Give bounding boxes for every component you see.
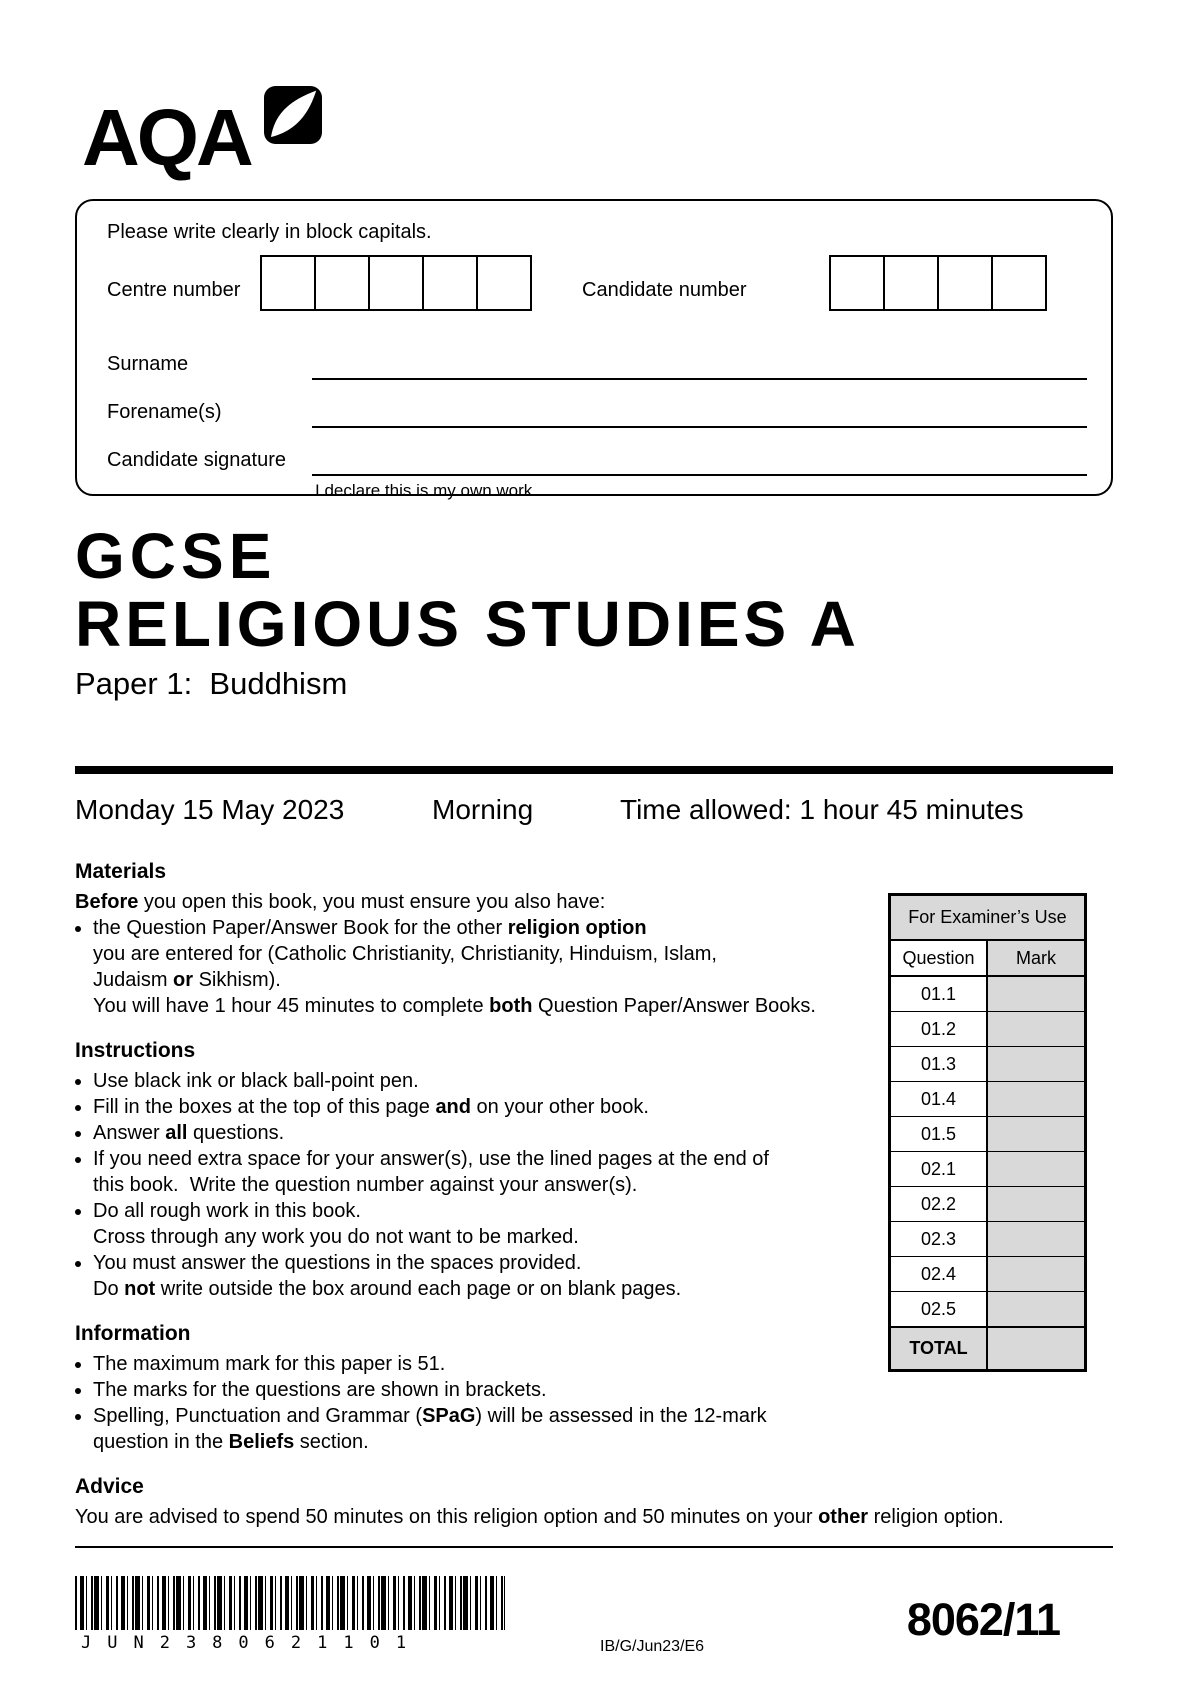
qualification-title: GCSE: [75, 520, 277, 592]
leaf-icon: [264, 86, 322, 144]
candidate-number-input[interactable]: [829, 255, 1047, 311]
centre-number-label: Centre number: [107, 279, 241, 301]
candidate-number-label: Candidate number: [582, 279, 747, 301]
question-number-cell: 02.3: [891, 1222, 988, 1256]
block-capitals-instruction: Please write clearly in block capitals.: [107, 221, 432, 243]
total-label: TOTAL: [891, 1328, 988, 1369]
question-number-cell: 02.2: [891, 1187, 988, 1221]
materials-heading: Materials: [75, 860, 167, 883]
list-item: • Do all rough work in this book. Cross through any work you do not want to be marked.: [93, 1198, 1075, 1250]
table-row: [891, 1012, 1084, 1047]
list-item: • If you need extra space for your answer(s), use the lined pages at the end of this book. Write the question number against your answer(s).: [93, 1146, 1075, 1198]
question-number-cell: 02.5: [891, 1292, 988, 1326]
centre-number-cell[interactable]: [260, 255, 316, 311]
centre-number-cell[interactable]: [476, 255, 532, 311]
table-row: [891, 1292, 1084, 1327]
forenames-label: Forename(s): [107, 401, 222, 423]
table-row: [891, 1152, 1084, 1187]
surname-label: Surname: [107, 353, 189, 375]
list-item: • Answer all questions.: [93, 1120, 1075, 1146]
table-row: [891, 977, 1084, 1012]
mark-cell: [988, 1222, 1084, 1256]
candidate-number-cell[interactable]: [883, 255, 939, 311]
footer-rule: [75, 1546, 1113, 1548]
time-allowed: Time allowed: 1 hour 45 minutes: [620, 794, 1024, 825]
table-row: [891, 1222, 1084, 1257]
table-row: [891, 1082, 1084, 1117]
list-item: • The maximum mark for this paper is 51.: [93, 1351, 1075, 1377]
subject-title: RELIGIOUS STUDIES A: [75, 588, 860, 660]
list-item: • Use black ink or black ball-point pen.: [93, 1068, 1075, 1094]
mark-cell: [988, 1152, 1084, 1186]
paper-code: 8062/11: [906, 1594, 1060, 1645]
candidate-number-cell[interactable]: [829, 255, 885, 311]
session-row: [75, 794, 1113, 828]
table-row: [891, 1187, 1084, 1222]
centre-number-cell[interactable]: [422, 255, 478, 311]
mark-cell: [988, 1187, 1084, 1221]
centre-number-cell[interactable]: [314, 255, 370, 311]
total-row: [891, 1327, 1084, 1369]
question-number-cell: 01.4: [891, 1082, 988, 1116]
mark-cell: [988, 1047, 1084, 1081]
aqa-logo-text: AQA: [82, 93, 251, 182]
question-number-cell: 01.2: [891, 1012, 988, 1046]
total-mark-cell: [988, 1328, 1084, 1369]
declaration-text: I declare this is my own work.: [315, 481, 538, 500]
barcode-text: JUN2380621101: [81, 1633, 423, 1653]
question-column-header: Question: [891, 941, 988, 975]
list-item: • The marks for the questions are shown in brackets.: [93, 1377, 1075, 1403]
question-number-cell: 02.1: [891, 1152, 988, 1186]
instructions-heading: Instructions: [75, 1039, 196, 1062]
paper-title: Paper 1: Buddhism: [75, 666, 348, 701]
exam-date: Monday 15 May 2023: [75, 794, 345, 825]
candidate-number-cell[interactable]: [937, 255, 993, 311]
table-row: [891, 1117, 1084, 1152]
advice-text: You are advised to spend 50 minutes on this religion option and 50 minutes on your other religion option.: [75, 1506, 1004, 1528]
centre-number-input[interactable]: [260, 255, 532, 311]
list-item: • You must answer the questions in the spaces provided. Do not write outside the box around each page or on blank pages.: [93, 1250, 1075, 1302]
reference-code: IB/G/Jun23/E6: [600, 1638, 705, 1655]
question-number-cell: 02.4: [891, 1257, 988, 1291]
surname-input-line[interactable]: [312, 378, 1087, 380]
candidate-number-cell[interactable]: [991, 255, 1047, 311]
aqa-logo: [82, 93, 251, 182]
centre-number-cell[interactable]: [368, 255, 424, 311]
examiner-use-table: [888, 893, 1087, 1372]
table-row: [891, 1257, 1084, 1292]
mark-cell: [988, 977, 1084, 1011]
candidate-details-box: [75, 199, 1113, 500]
question-number-cell: 01.3: [891, 1047, 988, 1081]
question-number-cell: 01.5: [891, 1117, 988, 1151]
list-item: • Spelling, Punctuation and Grammar (SPaG) will be assessed in the 12-mark question in the Beliefs section.: [93, 1403, 1075, 1455]
mark-cell: [988, 1117, 1084, 1151]
candidate-signature-label: Candidate signature: [107, 449, 287, 471]
forenames-input-line[interactable]: [312, 426, 1087, 428]
materials-intro: Before you open this book, you must ensure you also have:: [75, 891, 606, 913]
list-item: • the Question Paper/Answer Book for the other religion option you are entered for (Catholic Christianity, Christianity, Hinduism, Islam, Judaism or Sikhism). You will have 1 hour 45 minutes to complete both Question Paper/Answer Books.: [93, 915, 1075, 1019]
table-row: [891, 1047, 1084, 1082]
question-number-cell: 01.1: [891, 977, 988, 1011]
list-item: • Fill in the boxes at the top of this page and on your other book.: [93, 1094, 1075, 1120]
mark-cell: [988, 1257, 1084, 1291]
barcode: [75, 1576, 505, 1653]
mark-column-header: Mark: [988, 941, 1084, 975]
information-heading: Information: [75, 1322, 191, 1345]
signature-input-line[interactable]: [312, 474, 1087, 476]
mark-cell: [988, 1292, 1084, 1326]
title-rule: [75, 766, 1113, 774]
barcode-bars: [75, 1576, 505, 1630]
exam-session: Morning: [432, 794, 534, 825]
examiner-table-header-row: [891, 941, 1084, 977]
examiner-table-title: For Examiner’s Use: [891, 896, 1084, 941]
advice-heading: Advice: [75, 1475, 144, 1498]
mark-cell: [988, 1012, 1084, 1046]
mark-cell: [988, 1082, 1084, 1116]
